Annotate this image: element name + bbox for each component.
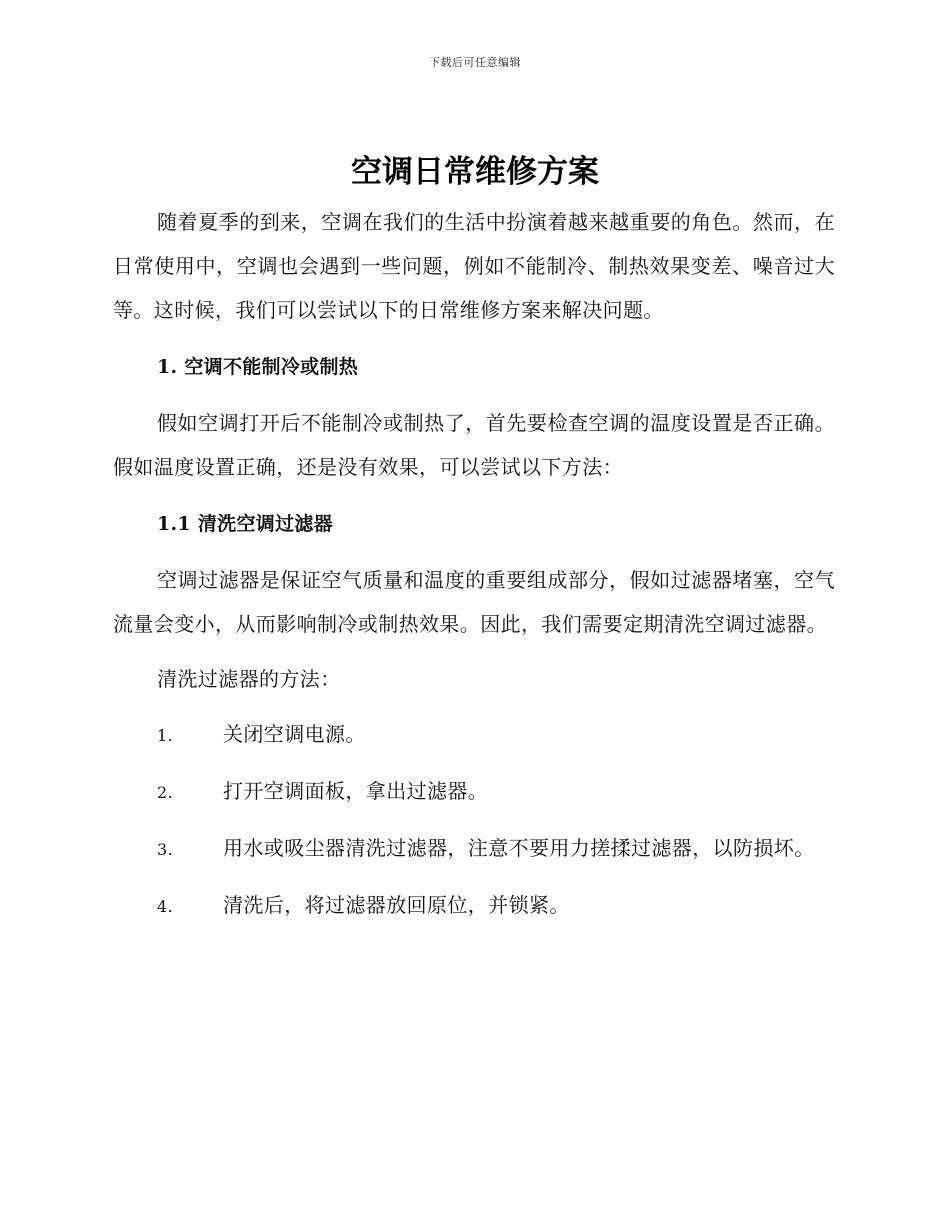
list-item [113, 826, 835, 872]
section-1-1-paragraph: 空调过滤器是保证空气质量和温度的重要组成部分，假如过滤器堵塞，空气流量会变小，从而影响制冷或制热效果。因此，我们需要定期清洗空调过滤器。 [113, 568, 835, 636]
intro-paragraph: 随着夏季的到来，空调在我们的生活中扮演着越来越重要的角色。然而，在日常使用中，空调也会遇到一些问题，例如不能制冷、制热效果变差、噪音过大等。这时候，我们可以尝试以下的日常维修方案来解决问题。 [113, 210, 835, 322]
list-item-number: 4. [157, 897, 174, 916]
steps-list [113, 712, 835, 929]
page-title: 空调日常维修方案 [351, 154, 599, 190]
section-heading-1: 1. 空调不能制冷或制热 [157, 356, 359, 378]
method-intro: 清洗过滤器的方法： [157, 667, 341, 691]
list-item-text: 用水或吸尘器清洗过滤器，注意不要用力搓揉过滤器，以防损坏。 [223, 836, 815, 860]
list-item [113, 712, 835, 758]
list-item-text: 清洗后，将过滤器放回原位，并锁紧。 [223, 893, 570, 917]
list-item-text: 关闭空调电源。 [223, 722, 366, 746]
list-item [113, 883, 835, 929]
list-item-text: 打开空调面板，拿出过滤器。 [223, 779, 489, 803]
header-note: 下载后可任意编辑 [429, 56, 521, 69]
list-item-number: 1. [157, 726, 174, 745]
section-1-paragraph: 假如空调打开后不能制冷或制热了，首先要检查空调的温度设置是否正确。假如温度设置正确，还是没有效果，可以尝试以下方法： [113, 411, 835, 479]
list-item-number: 3. [157, 840, 174, 859]
document-body [113, 200, 835, 929]
list-item-number: 2. [157, 783, 174, 802]
section-heading-1-1: 1.1 清洗空调过滤器 [157, 513, 333, 535]
list-item [113, 769, 835, 815]
